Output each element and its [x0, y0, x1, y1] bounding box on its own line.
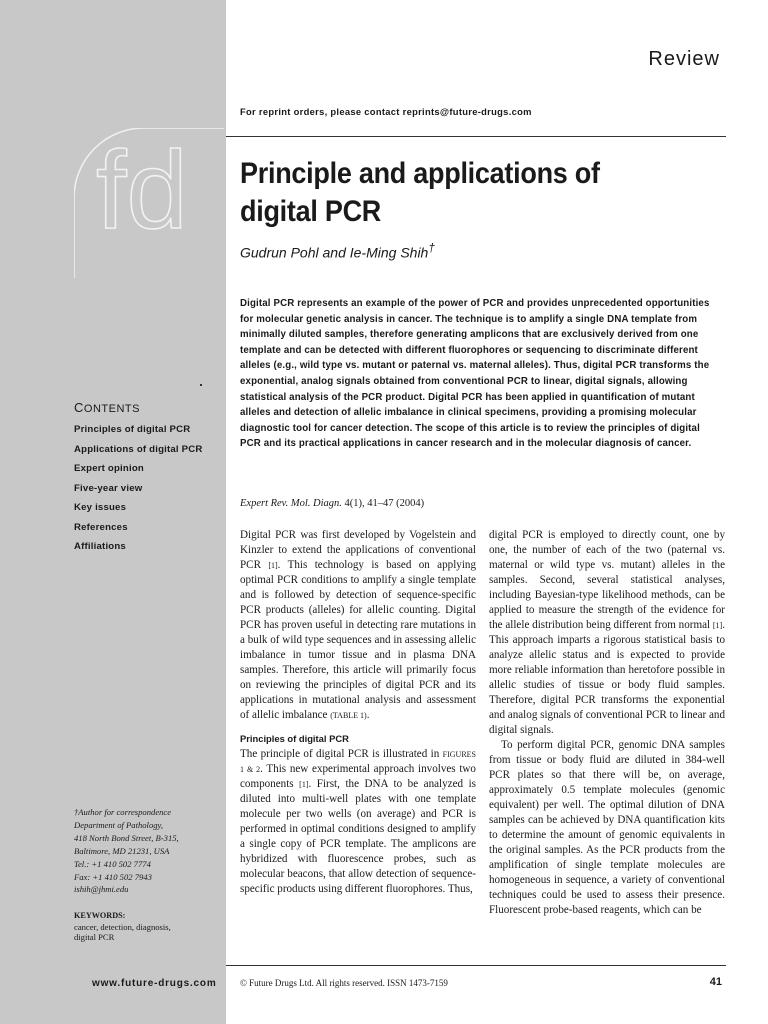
citation — [240, 498, 424, 509]
svg-text:fd: fd — [96, 129, 188, 252]
contents-list — [74, 420, 203, 557]
correspondence-label: †Author for correspondence — [74, 807, 172, 817]
body-column-2 — [489, 528, 725, 918]
contents-heading: CONTENTS — [74, 400, 140, 415]
journal-logo — [74, 128, 224, 278]
correspondence-city: Baltimore, MD 21231, USA — [74, 845, 170, 856]
citation-journal: Expert Rev. Mol. Diagn. — [240, 498, 342, 509]
keywords-label: KEYWORDS: — [74, 911, 126, 920]
reprint-notice: For reprint orders, please contact reprints@future-drugs.com — [240, 106, 532, 117]
correspondence-tel: Tel.: +1 410 502 7774 — [74, 858, 151, 869]
footer-rule — [226, 965, 726, 966]
paragraph-intro: Digital PCR was first developed by Vogelstein and Kinzler to extend the applications of conventional PCR [1]. This technology is based on applying optimal PCR conditions to amplify a single template and is followed by detection of sequence-specific PCR products (alleles) for allelic counting. Digital PCR has proven useful in detecting rare mutations in a bulk of wild type sequences and in assessing allelic imbalance in tumor tissue and in plasma DNA samples. Therefore, this article will primarily focus on reviewing the principles of digital PCR and its applications in mutational analysis and assessment of allelic imbalance (TABLE 1). — [240, 529, 476, 721]
toc-item-expert-opinion[interactable]: Expert opinion — [74, 463, 144, 474]
page-number: 41 — [709, 976, 722, 988]
header-rule — [226, 136, 726, 137]
reference-link[interactable]: [1] — [268, 561, 278, 570]
correspondence-email[interactable]: ishih@jhmi.edu — [74, 884, 129, 895]
author-names: Gudrun Pohl and Ie-Ming Shih — [240, 244, 429, 261]
toc-item-affiliations[interactable]: Affiliations — [74, 541, 126, 552]
title-line-1: Principle and applications of — [240, 157, 600, 190]
paragraph-counting: digital PCR is employed to directly count, one by one, the number of each of the two (paternal vs. maternal or wild type vs. mutant) alleles in the samples. Second, several statistical analyses, including Bayesian-type likelihood methods, can be applied to measure the strength of the evidence for the allele distribution being different from normal [1]. This approach imparts a rigorous statistical basis to analyze allelic status and is expected to provide more reliable information than heretofore possible in allelic studies of tissue or body fluid samples. Therefore, digital PCR transforms the exponential and analog signals of conventional PCR to linear and digital signals. — [489, 529, 726, 736]
toc-item-five-year-view[interactable]: Five-year view — [74, 482, 143, 494]
author-mark: † — [428, 242, 435, 255]
citation-details: 4(1), 41–47 (2004) — [344, 498, 425, 509]
paragraph-principles: The principle of digital PCR is illustrated in FIGURES 1 & 2. This new experimental approach involves two components [1]. First, the DNA to be analyzed is diluted into multi-well plates with one template molecule per two wells (on average) and PCR is performed in optimal conditions designed to amplify a single copy of PCR template. The amplicons are hybridized with fluorescence probes, such as molecular beacons, that allow detection of sequence-specific products using different fluorophores. Thus, — [240, 748, 477, 895]
section-tag: Review — [648, 48, 720, 70]
article-title — [240, 155, 672, 231]
keywords-line-2: digital PCR — [74, 932, 115, 942]
authors — [240, 242, 435, 261]
copyright: © Future Drugs Ltd. All rights reserved. ISSN 1473-7159 — [240, 978, 448, 988]
footer-url-link[interactable]: www.future-drugs.com — [92, 978, 217, 989]
figure-link[interactable]: FIGURES 1 & 2 — [240, 750, 476, 774]
title-line-2: digital PCR — [240, 195, 382, 228]
table-link[interactable]: (TABLE 1) — [330, 711, 367, 720]
reference-link[interactable]: [1] — [712, 621, 723, 630]
correspondence-block — [74, 806, 179, 896]
toc-item-principles[interactable]: Principles of digital PCR — [74, 424, 191, 435]
reference-link[interactable]: [1] — [299, 780, 309, 789]
correspondence-fax: Fax: +1 410 502 7943 — [74, 871, 152, 882]
toc-item-key-issues[interactable]: Key issues — [74, 502, 127, 513]
abstract: Digital PCR represents an example of the power of PCR and provides unprecedented opportunities for molecular genetic analysis in cancer. The technique is to amplify a single DNA template from minimally diluted samples, therefore generating amplicons that are exclusively derived from one template and can be detected with different fluorophores or sequencing to discriminate different alleles (e.g., wild type vs. mutant or paternal vs. maternal alleles). Thus, digital PCR transforms the exponential, analog signals obtained from conventional PCR to linear, digital signals, allowing statistical analysis of the PCR product. Digital PCR has been applied in quantification of mutant alleles and detection of allelic imbalance in clinical specimens, providing a promising molecular diagnostic tool for cancer detection. The scope of this article is to review the principles of digital PCR and its practical applications in cancer research and in the molecular diagnosis of cancer. — [240, 298, 710, 450]
body-column-1 — [240, 528, 476, 897]
decorative-dot — [200, 384, 202, 386]
toc-item-applications[interactable]: Applications of digital PCR — [74, 443, 203, 455]
paragraph-procedure: To perform digital PCR, genomic DNA samples from tissue or body fluid are diluted in 384-well PCR plates so that there will be, on average, approximately 0.5 template molecules (genomic equivalent) per well. The optimal dilution of DNA samples can be achieved by DNA quantification kits to determine the amount of genomic equivalents in the original samples. As the PCR products from the amplification of single template molecules are homogeneous in sequence, a variety of conventional techniques could be used to assess their presence. Fluorescent probe-based reagents, which can be — [489, 739, 725, 916]
correspondence-street: 418 North Bond Street, B-315, — [74, 832, 179, 843]
keywords-line-1: cancer, detection, diagnosis, — [74, 921, 171, 932]
section-heading: Principles of digital PCR — [240, 733, 349, 744]
keywords-block — [74, 910, 171, 943]
toc-item-references[interactable]: References — [74, 521, 128, 533]
correspondence-dept: Department of Pathology, — [74, 819, 164, 830]
